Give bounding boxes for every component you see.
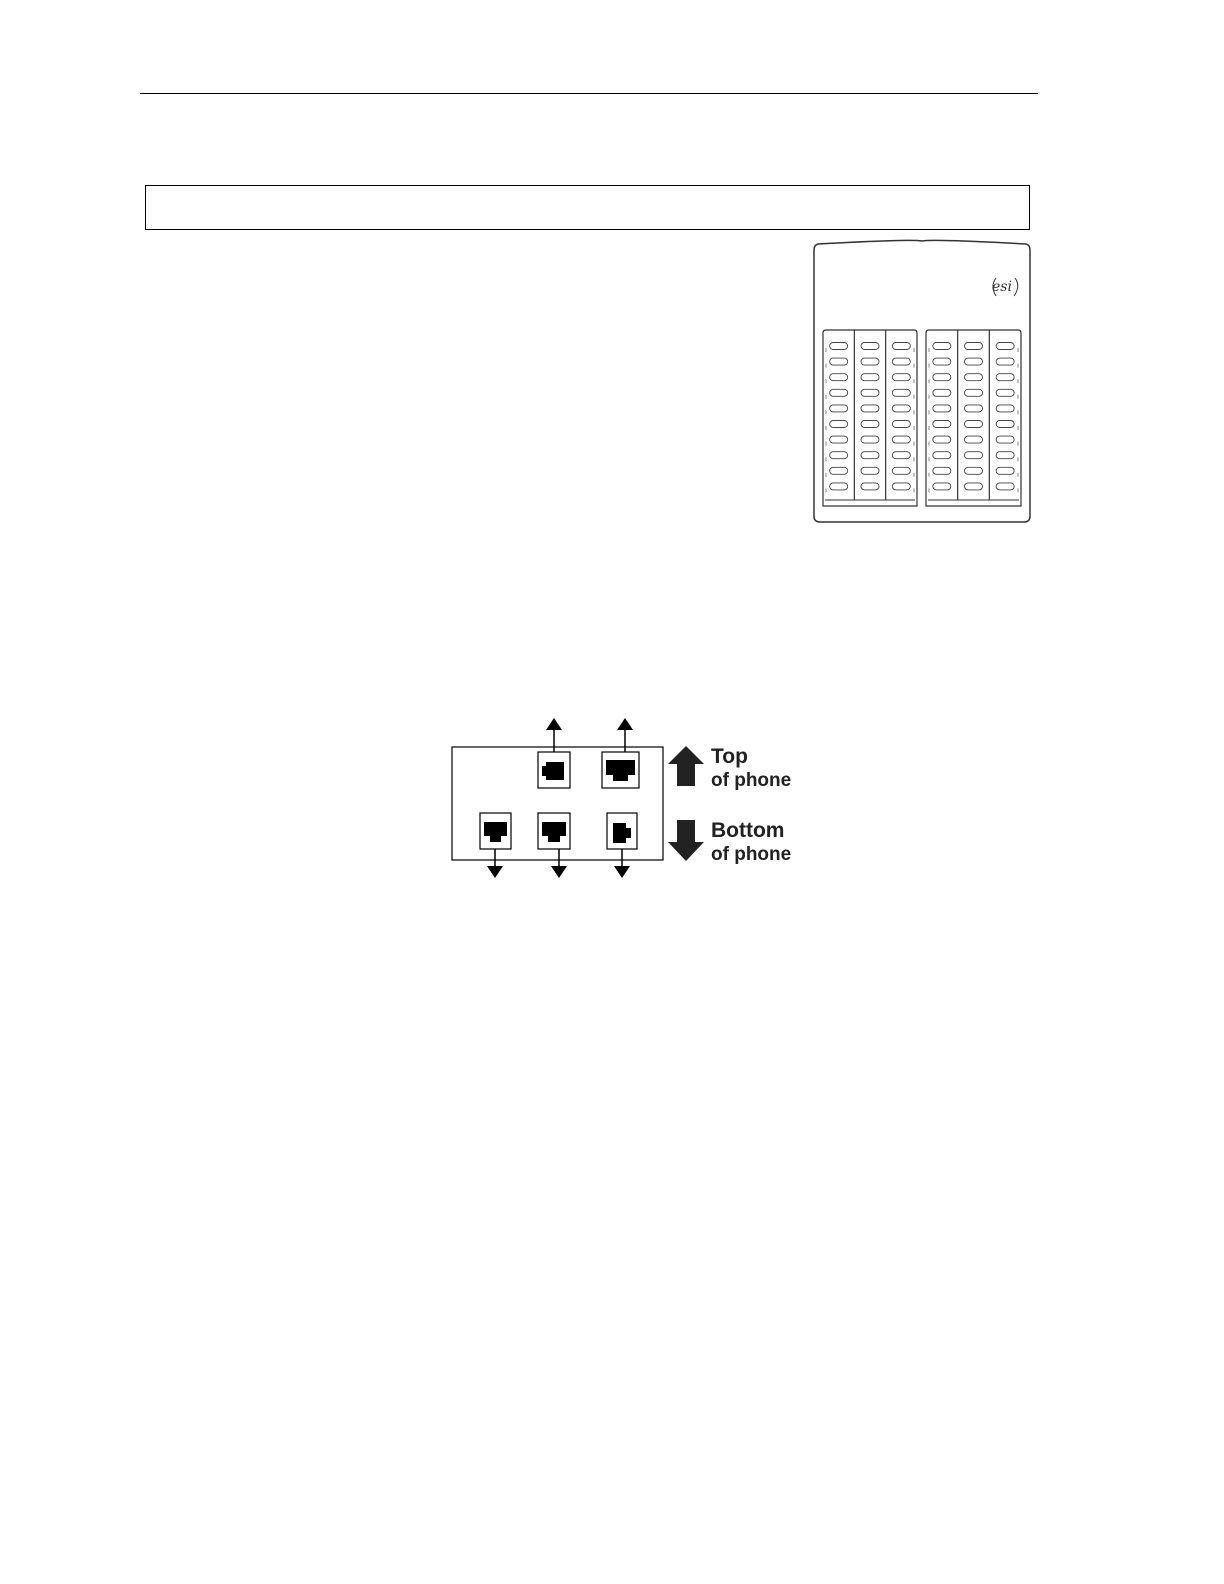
- programmable-key: [933, 358, 951, 365]
- key-group-frame: [926, 330, 1021, 506]
- upper-port-small: [538, 718, 570, 788]
- programmable-key: [861, 467, 879, 474]
- programmable-key: [861, 483, 879, 490]
- programmable-key: [861, 405, 879, 412]
- programmable-key: [933, 374, 951, 381]
- programmable-key: [830, 467, 848, 474]
- programmable-key: [965, 421, 983, 428]
- programmable-key: [830, 358, 848, 365]
- programmable-key: [965, 389, 983, 396]
- programmable-key: [996, 374, 1014, 381]
- programmable-key: [861, 436, 879, 443]
- programmable-key: [996, 421, 1014, 428]
- arrow-up-icon: [668, 746, 704, 786]
- programmable-key: [830, 436, 848, 443]
- programmable-key: [933, 343, 951, 350]
- bottom-sublabel: of phone: [711, 844, 792, 865]
- programmable-key: [933, 483, 951, 490]
- programmable-key: [892, 467, 910, 474]
- programmable-key: [830, 452, 848, 459]
- programmable-key: [965, 467, 983, 474]
- programmable-key: [830, 483, 848, 490]
- programmable-key: [892, 389, 910, 396]
- programmable-key: [996, 343, 1014, 350]
- bottom-label: Bottom: [711, 819, 785, 842]
- programmable-key: [861, 421, 879, 428]
- programmable-key: [996, 467, 1014, 474]
- top-label: Top: [711, 745, 748, 768]
- programmable-key: [892, 421, 910, 428]
- arrow-down-icon: [668, 820, 704, 861]
- programmable-key: [861, 374, 879, 381]
- programmable-key: [996, 452, 1014, 459]
- programmable-key: [996, 389, 1014, 396]
- programmable-key: [830, 374, 848, 381]
- programmable-key: [965, 358, 983, 365]
- programmable-key: [830, 421, 848, 428]
- key-group-frame: [823, 330, 917, 506]
- programmable-key: [996, 483, 1014, 490]
- programmable-key: [933, 389, 951, 396]
- programmable-key: [861, 343, 879, 350]
- programmable-key: [933, 452, 951, 459]
- port-diagram: [440, 712, 820, 887]
- programmable-key: [892, 483, 910, 490]
- programmable-key: [965, 374, 983, 381]
- programmable-key: [892, 374, 910, 381]
- lower-port-middle: [538, 813, 570, 878]
- programmable-key: [933, 467, 951, 474]
- programmable-key: [892, 358, 910, 365]
- programmable-key: [933, 436, 951, 443]
- programmable-key: [933, 421, 951, 428]
- header-rule: [140, 93, 1038, 94]
- programmable-key: [861, 389, 879, 396]
- programmable-key: [892, 452, 910, 459]
- programmable-key: [965, 483, 983, 490]
- expansion-module-illustration: [810, 238, 1034, 528]
- lower-port-left: [480, 813, 511, 878]
- programmable-key: [996, 436, 1014, 443]
- programmable-key: [965, 452, 983, 459]
- programmable-key: [892, 405, 910, 412]
- programmable-key: [861, 358, 879, 365]
- top-sublabel: of phone: [711, 770, 792, 791]
- programmable-key: [965, 343, 983, 350]
- programmable-key: [861, 452, 879, 459]
- programmable-key: [933, 405, 951, 412]
- programmable-key: [996, 405, 1014, 412]
- programmable-key: [830, 343, 848, 350]
- programmable-key: [965, 436, 983, 443]
- programmable-key: [892, 436, 910, 443]
- programmable-key: [830, 405, 848, 412]
- upper-port-large: [602, 718, 639, 788]
- lower-port-right: [607, 813, 637, 878]
- programmable-key: [996, 358, 1014, 365]
- programmable-key: [965, 405, 983, 412]
- programmable-key: [830, 389, 848, 396]
- esi-logo: esi: [992, 279, 1012, 295]
- programmable-key: [892, 343, 910, 350]
- note-box: [145, 185, 1030, 230]
